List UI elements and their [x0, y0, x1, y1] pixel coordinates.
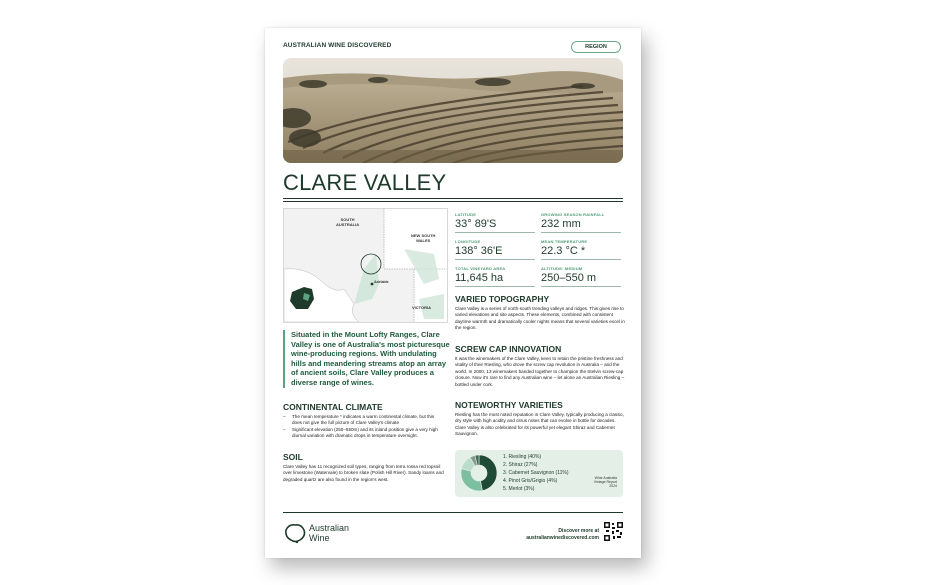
varieties-chart [455, 450, 623, 497]
map-label-vic: VICTORIA [412, 305, 432, 310]
stat-longitude: LONGITUDE 138° 36'E [455, 239, 535, 260]
variety-label: 1. Riesling (40%) [503, 454, 542, 460]
climate-bullets [283, 414, 445, 440]
topography-heading: VARIED TOPOGRAPHY [455, 294, 550, 304]
stat-rainfall: GROWING SEASON RAINFALL 232 mm [541, 212, 621, 233]
varieties-heading: NOTEWORTHY VARIETIES [455, 400, 563, 410]
variety-label: 3. Cabernet Sauvignon (11%) [503, 470, 569, 476]
logo-line2: Wine [309, 533, 330, 543]
region-fact-sheet [265, 28, 641, 558]
topography-text: Clare Valley is a series of north-south trending valleys and ridges. This gives rise to varied elevations and site aspects. These elements, combined with consistent daytime warmth and dramatically cooler nights means that several varieties excel in the region. [455, 306, 625, 331]
australian-wine-logo [283, 522, 350, 549]
australia-map-icon [283, 522, 307, 544]
screwcap-heading: SCREW CAP INNOVATION [455, 344, 562, 354]
varieties-text: Riesling has the most noted reputation in Clare Valley, typically producing a classic, dry style with high acidity and citrus notes that can evolve in bottle for decades. Clare Valley is also celebrated for its powerful yet elegant Shiraz and Cabernet Sauvignon. [455, 412, 625, 437]
discover-more [526, 528, 599, 542]
logo-line1: Australian [309, 523, 350, 533]
soil-text: Clare Valley has 11 recognized soil types, ranging from terra rossa red topsoil over limestone (Watervale) to broken slate (Polish Hill River). Sandy loams and degraded quartz are also found in the region's west. [283, 464, 444, 482]
stat-vineyard-area: TOTAL VINEYARD AREA 11,645 ha [455, 266, 535, 287]
intro-quote: Situated in the Mount Lofty Ranges, Clare Valley is one of Australia's most picturesque wine-producing regions. With undulating hills and meandering streams atop an array of ancient soils, Clare Valley produces a diverse range of wines. [283, 330, 453, 388]
chart-source: Wine Australia Vintage Report 2024 [593, 476, 617, 489]
footer-rule [283, 512, 623, 513]
brand-heading: AUSTRALIAN WINE DISCOVERED [283, 42, 392, 49]
page-title: CLARE VALLEY [283, 170, 447, 195]
variety-label: 2. Shiraz (27%) [503, 462, 538, 468]
title-rule-2 [283, 201, 623, 202]
map-label-nsw: NEW SOUTH WALES [411, 233, 436, 243]
region-map [283, 208, 448, 323]
pie-slice-riesling [479, 455, 497, 491]
map-label-city: Adelaide [374, 280, 389, 284]
variety-label: 5. Merlot (3%) [503, 486, 535, 492]
stat-altitude: ALTITUDE: MEDIUM 250–550 m [541, 266, 621, 287]
variety-label: 4. Pinot Gris/Grigio (4%) [503, 478, 558, 484]
region-tag: REGION [571, 41, 621, 53]
varieties-donut [459, 453, 499, 493]
climate-bullet: – Significant elevation (250–550m) and its inland position give a very high diurnal variation with dramatic drops in temperature overnight. [283, 427, 445, 440]
pie-slice-shiraz [461, 469, 482, 491]
website-link[interactable]: australianwinediscovered.com [526, 535, 599, 541]
title-rule [283, 198, 623, 199]
stat-latitude: LATITUDE 33° 89'S [455, 212, 535, 233]
climate-heading: CONTINENTAL CLIMATE [283, 402, 383, 412]
qr-code-icon[interactable] [604, 522, 623, 541]
discover-label: Discover more at [558, 528, 599, 534]
soil-heading: SOIL [283, 452, 303, 462]
vineyard-photo [283, 58, 623, 163]
stat-mean-temperature: MEAN TEMPERATURE 22.3 °C * [541, 239, 621, 260]
screwcap-text: It was the winemakers of the Clare Valley, keen to retain the pristine freshness and vitality of their Riesling, who drove the screw cap revolution in Australia – and the world. In 2000, 13 winemakers banded together to champion the Stelvin screw-cap closure. Now it's rare to find any Australian wine – let alone an Australian Riesling – bottled under cork. [455, 356, 625, 387]
climate-bullet: – The mean temperature * indicates a warm continental climate, but this does not give the full picture of Clare Valley's climate [283, 414, 445, 427]
map-label-sa: SOUTH AUSTRALIA [336, 217, 360, 227]
